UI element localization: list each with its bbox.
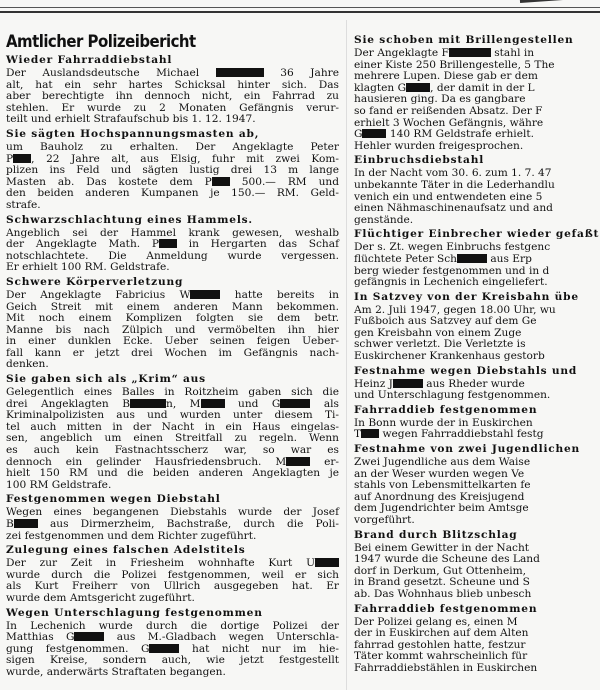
text-line: hausieren ging. Da es gangbare: [354, 93, 526, 106]
text-line: gung festgenommen. G hat nicht nur im hie-: [6, 642, 339, 655]
article: [6, 276, 339, 371]
redaction-bar: [13, 154, 31, 163]
text-line: Der s. Zt. wegen Einbruchs festgenc: [354, 241, 551, 254]
text-line: mehrere Lupen. Diese gab er dem: [354, 70, 538, 83]
article-body: [354, 305, 600, 363]
text-line: an der Weser wurden wegen Ve: [354, 467, 525, 480]
article: [6, 214, 339, 274]
redaction-bar: [130, 399, 166, 408]
page-title: Amtlicher Polizeibericht: [6, 32, 196, 52]
article-body: [6, 558, 339, 604]
text-line: in Brand gesetzt. Scheune und S: [354, 576, 530, 589]
text-line: plizen ins Feld und sägten lustig drei 13 m lange: [6, 164, 339, 177]
redaction-bar: [149, 644, 179, 653]
text-line: Täter kommt wahrscheinlich für: [354, 650, 528, 663]
article-headline: Fahrraddieb festgenommen: [354, 403, 538, 416]
redaction-bar: [159, 239, 177, 248]
text-line: Masten ab. Das kostete dem P 500.— RM und: [6, 175, 339, 188]
text-line: Gelegentlich eines Balles in Roitzheim gaben sich die: [6, 386, 339, 399]
article: [354, 154, 600, 226]
text-line: Kriminalpolizisten aus und wurden unter diesem Ti-: [6, 409, 339, 422]
text-line: fahrrad gestohlen hatte, festzur: [354, 638, 526, 651]
text-line: venich ein und entwendeten eine 5: [354, 190, 543, 203]
text-line: stehlen. Er wurde zu 2 Monaten Gefängnis verur-: [6, 101, 339, 114]
redaction-bar: [212, 177, 230, 186]
article-headline: Flüchtiger Einbrecher wieder gefaßt: [354, 228, 600, 241]
article: [354, 291, 600, 363]
article: [6, 373, 339, 491]
article-body: [6, 621, 339, 679]
text-line: alt, hat ein sehr hartes Schicksal hinter sich. Das: [6, 78, 339, 91]
text-line: klagten G , der damit in der L: [354, 81, 535, 94]
text-line: genstände.: [354, 213, 414, 226]
article-headline: Schwarzschlachtung eines Hammels.: [6, 213, 253, 226]
text-line: um Bauholz zu erhalten. Der Angeklagte Peter: [6, 140, 339, 153]
article-body: [354, 617, 600, 675]
redaction-bar: [449, 48, 491, 57]
text-line: Geich Streit mit einem anderen Mann bekommen.: [6, 300, 339, 313]
article-body: [354, 543, 600, 601]
text-line: 1947 wurde die Scheune des Land: [354, 553, 540, 566]
article: [354, 443, 600, 527]
article-body: [354, 168, 600, 226]
top-pen-stroke: [520, 0, 600, 3]
top-rule-thin: [0, 7, 600, 8]
article-body: [6, 142, 339, 212]
text-line: G 140 RM Geldstrafe erhielt.: [354, 128, 534, 141]
text-line: hielt 150 RM und die beiden anderen Angeklagten je: [6, 467, 339, 480]
text-line: ab. Das Wohnhaus blieb unbesch: [354, 587, 532, 600]
text-line: Der Polizei gelang es, einen M: [354, 615, 518, 628]
redaction-bar: [216, 68, 264, 77]
top-rule-thick: [0, 11, 600, 13]
article: [6, 128, 339, 212]
text-line: Fußboich aus Satzvey auf dem Ge: [354, 315, 537, 328]
redaction-bar: [14, 519, 38, 528]
article-body: [354, 242, 600, 288]
text-line: berg wieder festgenommen und in d: [354, 264, 550, 277]
article-headline: Einbruchsdiebstahl: [354, 154, 485, 167]
text-line: Matthias G aus M.-Gladbach wegen Unterschla-: [6, 631, 339, 644]
text-line: wurde durch die Polizei festgenommen, weil er sich: [6, 568, 339, 581]
article-body: [354, 418, 600, 441]
article: [354, 603, 600, 675]
article: [354, 365, 600, 402]
redaction-bar: [201, 399, 225, 408]
text-line: dennoch ein gelinder Hausfriedensbruch. M er-: [6, 455, 340, 468]
text-line: Der Angeklagte Fabricius W hatte bereits in: [6, 288, 339, 301]
text-line: der in Euskirchen auf dem Alten: [354, 627, 529, 640]
article: [354, 34, 600, 152]
text-line: Manne bis nach Zülpich und vermöbelten ihn hier: [6, 323, 339, 336]
text-line: notschlachtete. Die Anmeldung wurde vergessen.: [6, 249, 339, 262]
text-line: tel auch mitten in der Nacht in ein Haus eingelas-: [6, 420, 339, 433]
text-line: In Lechenich wurde durch die dortige Polizei der: [6, 619, 339, 632]
text-line: Mit noch einem Komplizen folgten sie dem betr.: [6, 312, 339, 325]
right-column: [354, 32, 600, 690]
article-headline: Festgenommen wegen Diebstahl: [6, 493, 221, 506]
redaction-bar: [361, 429, 379, 438]
text-line: Angeblich sei der Hammel krank gewesen, weshalb: [6, 226, 339, 239]
text-line: P , 22 Jahre alt, aus Elsig, fuhr mit zwei Kom-: [6, 152, 339, 165]
text-line: dem Jugendrichter beim Amtsge: [354, 502, 529, 515]
text-line: Der Auslandsdeutsche Michael 36 Jahre: [6, 67, 339, 79]
article-headline: Zulegung eines falschen Adelstitels: [6, 544, 246, 557]
text-line: einer Kiste 250 Brillengestelle, 5 The: [354, 58, 555, 71]
article-body: [6, 387, 339, 491]
text-line: Er erhielt 100 RM. Geldstrafe.: [6, 261, 170, 274]
text-line: strafe.: [6, 198, 41, 211]
column-separator: [346, 20, 347, 690]
text-line: den beiden anderen Kumpanen je 150.— RM. Geld-: [6, 187, 339, 200]
text-line: sigen Kreise, sondern auch, wie jetzt festgestellt: [6, 654, 339, 667]
text-line: Bei einem Gewitter in der Nacht: [354, 541, 530, 554]
redaction-bar: [190, 290, 220, 299]
redaction-bar: [315, 558, 339, 567]
text-line: auf Anordnung des Kreisjugend: [354, 490, 525, 503]
redaction-bar: [406, 83, 430, 92]
article: [354, 404, 600, 441]
right-articles: [354, 34, 600, 675]
article-body: [6, 68, 339, 126]
article-body: [354, 457, 600, 527]
text-line: fall kann er jetzt drei Wochen im Gefängnis nach-: [6, 346, 339, 359]
text-line: Zwei Jugendliche aus dem Waise: [354, 456, 531, 469]
redaction-bar: [280, 399, 310, 408]
text-line: wurde dem Amtsgericht zugeführt.: [6, 591, 195, 604]
article-headline: Wieder Fahrraddiebstahl: [6, 54, 173, 66]
text-line: Der Angeklagte F stahl in: [354, 47, 535, 59]
left-column: [6, 32, 339, 681]
text-line: einen Nähmaschinenaufsatz und and: [354, 202, 553, 215]
text-line: erhielt 3 Wochen Gefängnis, währe: [354, 116, 544, 129]
text-line: Euskirchener Krankenhaus gestorb: [354, 350, 545, 363]
text-line: denken.: [6, 358, 49, 371]
text-line: teilt und erhielt Strafaufschub bis 1. 12. 1947.: [6, 113, 256, 126]
redaction-bar: [74, 632, 104, 641]
redaction-bar: [457, 254, 487, 263]
text-line: so fand er reißenden Absatz. Der F: [354, 104, 543, 117]
article: [354, 529, 600, 601]
text-line: Der zur Zeit in Friesheim wohnhafte Kurt U: [6, 558, 339, 570]
text-line: der Angeklagte Math. P in Hergarten das Schaf: [6, 238, 339, 251]
article-body: [6, 290, 339, 371]
text-line: gefängnis in Lechenich eingeliefert.: [354, 276, 548, 289]
article-body: [354, 379, 600, 402]
text-line: B aus Dirmerzheim, Bachstraße, durch die Poli-: [6, 518, 339, 530]
redaction-bar: [393, 379, 423, 388]
text-line: und Unterschlagung festgenommen.: [354, 389, 551, 402]
text-line: es auch kein Fastnachtsscherz war, so war es: [6, 444, 339, 457]
text-line: 100 RM Geldstrafe.: [6, 478, 112, 491]
text-line: Hehler wurden freigesprochen.: [354, 139, 524, 152]
article-headline: In Satzvey von der Kreisbahn übe: [354, 290, 579, 303]
text-line: In Bonn wurde der in Euskirchen: [354, 416, 533, 429]
text-line: T wegen Fahrraddiebstahl festg: [354, 428, 544, 441]
article-headline: Schwere Körperverletzung: [6, 275, 184, 288]
article-headline: Festnahme wegen Diebstahls und: [354, 364, 578, 377]
text-line: sen, angeblich um einen Streitfall zu regeln. Wenn: [6, 432, 339, 445]
text-line: drei Angeklagten B n, M und G als: [6, 397, 339, 410]
text-line: stahls von Lebensmittelkarten fe: [354, 479, 531, 492]
article-headline: Sie sägten Hochspannungsmasten ab,: [6, 127, 260, 140]
text-line: Am 2. Juli 1947, gegen 18.00 Uhr, wu: [354, 303, 556, 316]
article-body: [6, 507, 339, 542]
article-body: [354, 48, 600, 152]
text-line: als Kurt Freiherr von Ullrich ausgegeben hat. Er: [6, 580, 339, 593]
text-line: schwer verletzt. Die Verletzte is: [354, 338, 526, 351]
article-headline: Festnahme von zwei Jugendlichen: [354, 443, 581, 456]
text-line: aber berechtigte ihn dennoch nicht, ein Fahrrad zu: [6, 90, 339, 103]
redaction-bar: [286, 457, 310, 466]
article-headline: Brand durch Blitzschlag: [354, 528, 518, 541]
article: [354, 228, 600, 288]
left-articles: [6, 54, 339, 679]
article-body: [6, 228, 339, 274]
redaction-bar: [362, 129, 386, 138]
text-line: In der Nacht vom 30. 6. zum 1. 7. 47: [354, 167, 552, 180]
article-headline: Fahrraddieb festgenommen: [354, 602, 538, 615]
article: [6, 493, 339, 542]
text-line: Wegen eines begangenen Diebstahls wurde der Josef: [6, 506, 339, 519]
text-line: Heinz J aus Rheder wurde: [354, 377, 525, 390]
text-line: dorf in Derkum, Gut Ottenheim,: [354, 564, 527, 577]
article: [6, 607, 339, 679]
text-line: flüchtete Peter Sch aus Erp: [354, 252, 532, 265]
text-line: Fahrraddiebstählen in Euskirchen: [354, 661, 538, 674]
text-line: unbekannte Täter in die Lederhandlu: [354, 178, 555, 191]
article: [6, 544, 339, 604]
article: [6, 54, 339, 126]
article-headline: Sie gaben sich als „Krim“ aus: [6, 373, 206, 386]
text-line: wurde, anderwärts Straftaten begangen.: [6, 665, 226, 678]
text-line: in einer dunklen Ecke. Ueber seinen feigen Ueber-: [6, 335, 339, 348]
text-line: zei festgenommen und dem Richter zugeführt.: [6, 529, 257, 542]
text-line: vorgeführt.: [354, 514, 415, 526]
text-line: gen Kreisbahn von einem Zuge: [354, 326, 522, 339]
article-headline: Wegen Unterschlagung festgenommen: [6, 606, 263, 619]
article-headline: Sie schoben mit Brillengestellen: [354, 34, 574, 46]
